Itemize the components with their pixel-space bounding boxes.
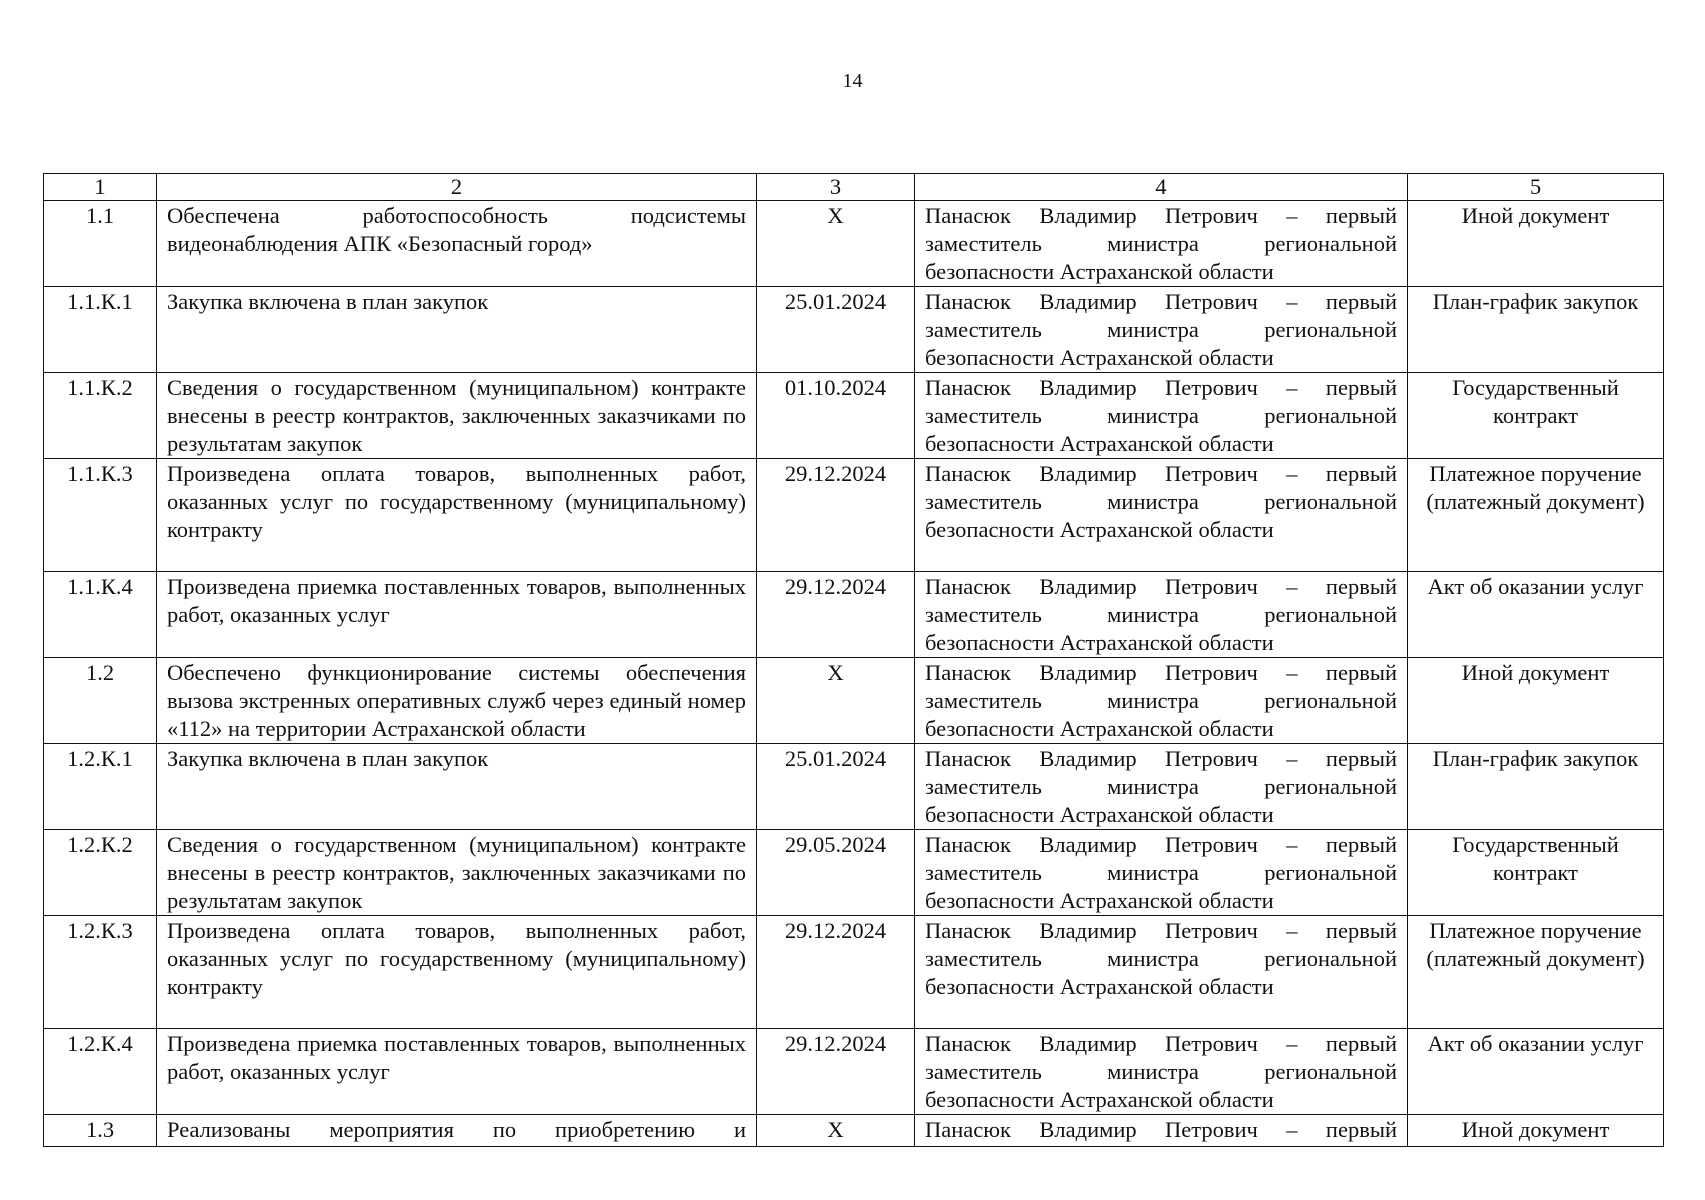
row-number: 1.2.К.1 [44, 744, 157, 830]
deadline-date: 25.01.2024 [757, 287, 915, 373]
result-text: Сведения о государственном (муниципальном) контракте внесены в реестр контрактов, заключенных заказчиками по результатам закупок [157, 373, 757, 459]
table-row [44, 1029, 1664, 1115]
row-number: 1.2 [44, 658, 157, 744]
deadline-date: 29.12.2024 [757, 572, 915, 658]
result-text: Произведена оплата товаров, выполненных работ, оказанных услуг по государственному (муниципальному) контракту [157, 916, 757, 1029]
table-row [44, 1115, 1664, 1147]
row-number: 1.3 [44, 1115, 157, 1147]
table-row [44, 916, 1664, 1029]
result-text: Закупка включена в план закупок [157, 744, 757, 830]
responsible-person: Панасюк Владимир Петрович – первый заместитель министра региональной безопасности Астраханской области [915, 572, 1408, 658]
document-type: Платежное поручение (платежный документ) [1408, 459, 1664, 572]
deadline-date: 29.12.2024 [757, 459, 915, 572]
responsible-person: Панасюк Владимир Петрович – первый заместитель министра региональной безопасности Астраханской области [915, 744, 1408, 830]
plan-table [43, 173, 1664, 1147]
responsible-person: Панасюк Владимир Петрович – первый заместитель министра региональной безопасности Астраханской области [915, 287, 1408, 373]
document-type: Иной документ [1408, 658, 1664, 744]
table-row [44, 201, 1664, 287]
row-number: 1.1.К.3 [44, 459, 157, 572]
responsible-person: Панасюк Владимир Петрович – первый заместитель министра региональной безопасности Астраханской области [915, 373, 1408, 459]
document-type: Иной документ [1408, 201, 1664, 287]
deadline-date: 01.10.2024 [757, 373, 915, 459]
deadline-date: 25.01.2024 [757, 744, 915, 830]
result-text: Сведения о государственном (муниципальном) контракте внесены в реестр контрактов, заключенных заказчиками по результатам закупок [157, 830, 757, 916]
deadline-date: 29.12.2024 [757, 1029, 915, 1115]
result-text: Произведена приемка поставленных товаров, выполненных работ, оказанных услуг [157, 572, 757, 658]
deadline-date: 29.05.2024 [757, 830, 915, 916]
table-row [44, 744, 1664, 830]
header-cell: 1 [44, 174, 157, 201]
document-type: Акт об оказании услуг [1408, 572, 1664, 658]
result-text: Реализованы мероприятия по приобретению и [157, 1115, 757, 1147]
deadline-date: X [757, 1115, 915, 1147]
result-text: Обеспечена работоспособность подсистемы видеонаблюдения АПК «Безопасный город» [157, 201, 757, 287]
responsible-person: Панасюк Владимир Петрович – первый заместитель министра региональной безопасности Астраханской области [915, 658, 1408, 744]
table-row [44, 459, 1664, 572]
header-row [44, 174, 1664, 201]
result-text: Закупка включена в план закупок [157, 287, 757, 373]
deadline-date: X [757, 201, 915, 287]
responsible-person: Панасюк Владимир Петрович – первый [915, 1115, 1408, 1147]
document-type: Иной документ [1408, 1115, 1664, 1147]
responsible-person: Панасюк Владимир Петрович – первый заместитель министра региональной безопасности Астраханской области [915, 1029, 1408, 1115]
document-type: Государственный контракт [1408, 830, 1664, 916]
row-number: 1.1 [44, 201, 157, 287]
header-cell: 2 [157, 174, 757, 201]
row-number: 1.2.К.4 [44, 1029, 157, 1115]
document-type: Государственный контракт [1408, 373, 1664, 459]
responsible-person: Панасюк Владимир Петрович – первый заместитель министра региональной безопасности Астраханской области [915, 201, 1408, 287]
document-type: Платежное поручение (платежный документ) [1408, 916, 1664, 1029]
table-row [44, 572, 1664, 658]
table-row [44, 830, 1664, 916]
row-number: 1.1.К.1 [44, 287, 157, 373]
row-number: 1.1.К.2 [44, 373, 157, 459]
responsible-person: Панасюк Владимир Петрович – первый заместитель министра региональной безопасности Астраханской области [915, 830, 1408, 916]
deadline-date: X [757, 658, 915, 744]
row-number: 1.2.К.3 [44, 916, 157, 1029]
table-row [44, 287, 1664, 373]
header-cell: 3 [757, 174, 915, 201]
responsible-person: Панасюк Владимир Петрович – первый заместитель министра региональной безопасности Астраханской области [915, 916, 1408, 1029]
deadline-date: 29.12.2024 [757, 916, 915, 1029]
result-text: Произведена приемка поставленных товаров, выполненных работ, оказанных услуг [157, 1029, 757, 1115]
header-cell: 5 [1408, 174, 1664, 201]
result-text: Произведена оплата товаров, выполненных работ, оказанных услуг по государственному (муниципальному) контракту [157, 459, 757, 572]
result-text: Обеспечено функционирование системы обеспечения вызова экстренных оперативных служб через единый номер «112» на территории Астраханской области [157, 658, 757, 744]
document-type: Акт об оказании услуг [1408, 1029, 1664, 1115]
document-type: План-график закупок [1408, 287, 1664, 373]
header-cell: 4 [915, 174, 1408, 201]
table-row [44, 373, 1664, 459]
page-number: 14 [842, 70, 863, 92]
table-row [44, 658, 1664, 744]
row-number: 1.2.К.2 [44, 830, 157, 916]
responsible-person: Панасюк Владимир Петрович – первый заместитель министра региональной безопасности Астраханской области [915, 459, 1408, 572]
document-type: План-график закупок [1408, 744, 1664, 830]
row-number: 1.1.К.4 [44, 572, 157, 658]
